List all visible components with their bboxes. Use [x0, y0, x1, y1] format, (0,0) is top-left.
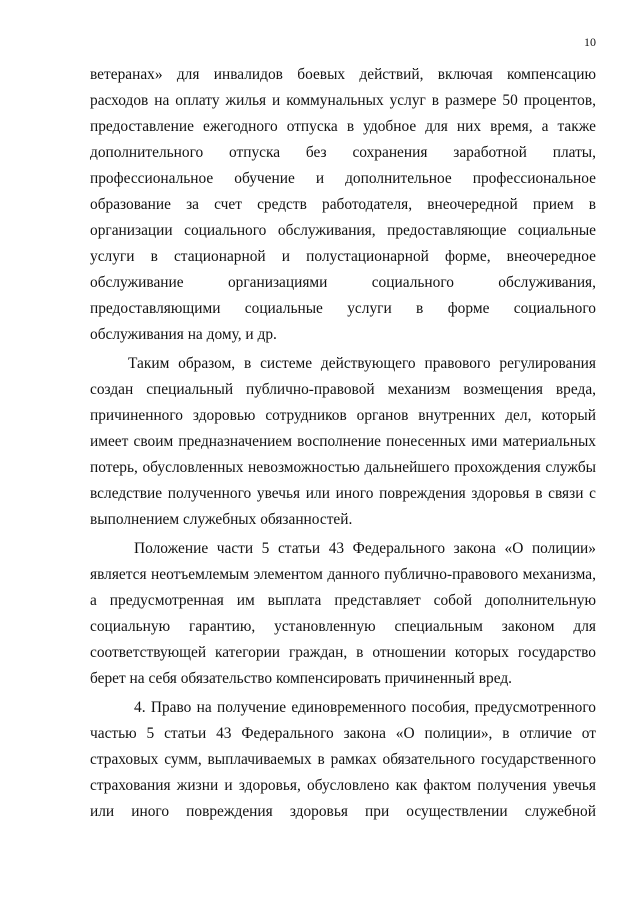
- text-line: социальную гарантию, установленную специальным законом для: [90, 618, 596, 635]
- text-line: страхования жизни и здоровья, обусловлено как фактом получения увечья: [90, 777, 596, 794]
- text-line: вследствие полученного увечья или иного повреждения здоровья в связи с: [90, 485, 596, 502]
- text-line: имеет своим предназначением восполнение понесенных ими материальных: [90, 433, 596, 450]
- text-line: причиненного здоровью сотрудников органов внутренних дел, который: [90, 407, 596, 424]
- text-line: обслуживания на дому, и др.: [90, 326, 277, 343]
- paragraph-3: [90, 536, 596, 692]
- text-line: образование за счет средств работодателя, внеочередной прием в: [90, 196, 596, 213]
- text-line: частью 5 статьи 43 Федерального закона «О полиции», в отличие от: [90, 725, 596, 742]
- text-line: ветеранах» для инвалидов боевых действий, включая компенсацию: [90, 66, 596, 83]
- page-number: 10: [584, 35, 596, 49]
- text-line: соответствующей категории граждан, в отношении которых государство: [90, 644, 596, 661]
- text-line: организации социального обслуживания, предоставляющие социальные: [90, 222, 596, 239]
- text-line: страховых сумм, выплачиваемых в рамках обязательного государственного: [90, 751, 596, 768]
- body-text: [90, 62, 596, 825]
- paragraph-2: [90, 351, 596, 533]
- text-line: обслуживание организациями социального обслуживания,: [90, 274, 596, 291]
- text-line: Положение части 5 статьи 43 Федерального закона «О полиции»: [134, 540, 596, 557]
- text-line: берет на себя обязательство компенсировать причиненный вред.: [90, 670, 513, 687]
- text-line: а предусмотренная им выплата представляет собой дополнительную: [90, 592, 596, 609]
- text-line: или иного повреждения здоровья при осуществлении служебной: [90, 803, 596, 820]
- text-line: 4. Право на получение единовременного пособия, предусмотренного: [134, 699, 596, 716]
- text-line: расходов на оплату жилья и коммунальных услуг в размере 50 процентов,: [90, 92, 596, 109]
- text-line: предоставление ежегодного отпуска в удобное для них время, а также: [90, 118, 596, 135]
- text-line: дополнительного отпуска без сохранения заработной платы,: [90, 144, 596, 161]
- text-line: является неотъемлемым элементом данного публично-правового механизма,: [90, 566, 596, 583]
- text-line: услуги в стационарной и полустационарной форме, внеочередное: [90, 248, 596, 265]
- text-line: Таким образом, в системе действующего правового регулирования: [128, 355, 596, 372]
- text-line: выполнением служебных обязанностей.: [90, 511, 353, 528]
- paragraph-1: [90, 62, 596, 348]
- text-line: потерь, обусловленных невозможностью дальнейшего прохождения службы: [90, 459, 596, 476]
- paragraph-4: [90, 695, 596, 825]
- text-line: создан специальный публично-правовой механизм возмещения вреда,: [90, 381, 596, 398]
- text-line: предоставляющими социальные услуги в форме социального: [90, 300, 596, 317]
- text-line: профессиональное обучение и дополнительное профессиональное: [90, 170, 596, 187]
